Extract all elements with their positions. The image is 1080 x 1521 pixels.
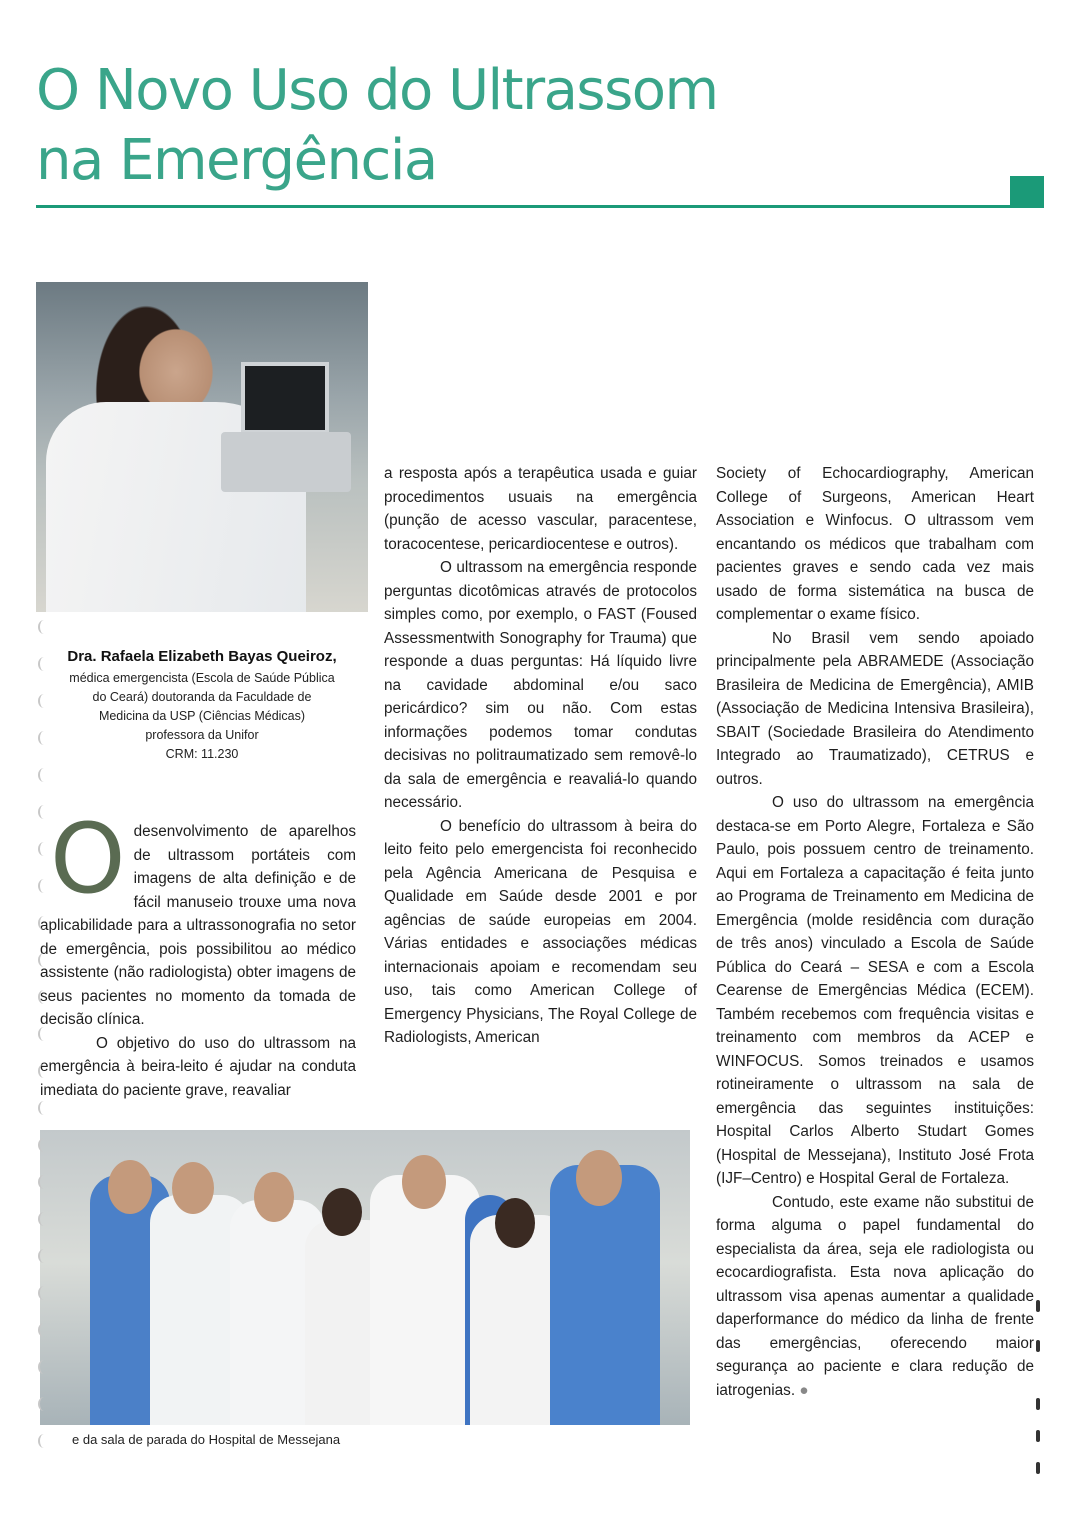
text-column-1 <box>40 803 356 1102</box>
paragraph-text: desenvolvimento de aparelhos de ultrassom portáteis com imagens de alta definição e de fácil manuseio trouxe uma nova aplicabilidade para a ultrassonografia no setor de emergência, pois possibilitou ao médico assistente (não radiologista) obter imagens de seus pacientes no momento da tomada de decisão clínica. <box>40 823 356 1028</box>
scan-edge-mark <box>1036 1300 1040 1312</box>
caption-line: Medicina da USP (Ciências Médicas) <box>98 709 306 723</box>
photo1-caption <box>36 648 368 764</box>
team-member-shape <box>370 1175 480 1425</box>
paragraph: O objetivo do uso do ultrassom na emergência à beira-leito é ajudar na conduta imediata do paciente grave, reavaliar <box>40 1034 356 1099</box>
photo2-caption: e da sala de parada do Hospital de Messejana <box>72 1432 341 1447</box>
ultrasound-monitor-shape <box>241 362 329 434</box>
text-column-3 <box>716 462 1034 1402</box>
caption-line: professora da Unifor <box>145 728 259 742</box>
scan-edge-mark <box>1036 1430 1040 1442</box>
paragraph: O uso do ultrassom na emergência destaca-se em Porto Alegre, Fortaleza e São Paulo, pois possuem centro de treinamento. Aqui em Fortaleza a capacitação é feita junto ao Programa de Treinamento em Medicina de Emergência (molde residência com duração de três anos) vinculado a Escola de Saúde Pública do Ceará – SESA e com a Escola Cearense de Emergências Médica (ECEM). Também recebemos com frequência visitas e treinamento com membros da ACEP e WINFOCUS. Somos treinados e usamos rotineiramente o ultrassom na sala de emergência das seguintes instituições: Hospital Carlos Alberto Studart Gomes (Hospital de Messejana), Instituto José Frota (IJF–Centro) e Hospital Geral de Fortaleza. <box>716 794 1034 1187</box>
text-column-2 <box>384 462 697 1050</box>
caption-line: médica emergencista (Escola de Saúde Pública <box>69 671 335 685</box>
caption-line: do Ceará) doutoranda da Faculdade de <box>92 690 312 704</box>
caption-name: Dra. Rafaela Elizabeth Bayas Queiroz, <box>67 648 337 665</box>
paragraph: O ultrassom na emergência responde perguntas dicotômicas através de protocolos simples como, por exemplo, o FAST (Foused Assessmentwith Sonography for Trauma) que responde a duas perguntas: Há líquido livre na cavidade abdominal e/ou saco pericárdico? sim ou não. Com estas informações podemos tomar condutas decisivas no politraumatizado sem removê-lo da sala de emergência e reavaliá-lo quando necessário. <box>384 559 697 811</box>
paragraph: O benefício do ultrassom à beira do leito feito pelo emergencista foi reconhecido pela Agência Americana de Pesquisa e Qualidade em Saúde desde 2001 e por agências de saúde europeias em 2004. Várias entidades e associações médicas internacionais apoiam e recomendam seu uso, tais como American College of Emergency Physicians, The Royal College de Radiologists, American <box>384 817 697 1046</box>
paragraph <box>716 1191 1034 1403</box>
title-line-1: O Novo Uso do Ultrassom <box>36 58 718 123</box>
team-member-head <box>576 1150 622 1206</box>
title-accent-square <box>1010 176 1044 208</box>
scan-edge-mark <box>1036 1462 1040 1474</box>
drop-cap: O <box>50 803 126 915</box>
team-member-head <box>254 1172 294 1222</box>
doctor-photo <box>36 282 368 612</box>
end-mark-icon: ● <box>799 1381 809 1399</box>
scan-edge-mark <box>1036 1340 1040 1352</box>
scan-edge-mark <box>1036 1398 1040 1410</box>
team-member-head <box>495 1198 535 1248</box>
team-member-head <box>172 1162 214 1214</box>
article-title <box>36 56 718 196</box>
paragraph: a resposta após a terapêutica usada e guiar procedimentos usuais na emergência (punção de acesso vascular, paracentese, toracocentese, pericardiocentese e outros). <box>384 465 697 553</box>
binding-holes <box>38 620 50 1520</box>
paragraph: Society of Echocardiography, American College of Surgeons, American Heart Association e Winfocus. O ultrassom vem encantando os médicos que trabalham com pacientes graves e sendo cada vez mais usado de forma sistemática na busca de complementar o exame físico. <box>716 465 1034 623</box>
team-member-head <box>322 1188 362 1236</box>
title-rule <box>36 205 1014 208</box>
title-line-2: na Emergência <box>36 128 437 193</box>
team-member-head <box>108 1160 152 1214</box>
paragraph-text: Contudo, este exame não substitui de forma alguma o papel fundamental do especialista da área, seja ele radiologista ou ecocardiografista. Esta nova aplicação do ultrassom visa apenas aumentar a qualidade daperformance do médico da linha de frente das emergências, oferecendo maior segurança ao paciente e clara redução de iatrogenias. <box>716 1193 1034 1399</box>
paragraph: No Brasil vem sendo apoiado principalmente pela ABRAMEDE (Associação Brasileira de Medicina de Emergência), AMIB (Associação de Medicina Intensiva Brasileira), SBAIT (Sociedade Brasileira do Atendimento Integrado ao Traumatizado), CETRUS e outros. <box>716 629 1034 788</box>
team-member-head <box>402 1155 446 1209</box>
caption-line: CRM: 11.230 <box>165 747 239 761</box>
team-photo <box>40 1130 690 1425</box>
paragraph <box>40 803 356 1032</box>
ultrasound-machine-shape <box>221 432 351 492</box>
